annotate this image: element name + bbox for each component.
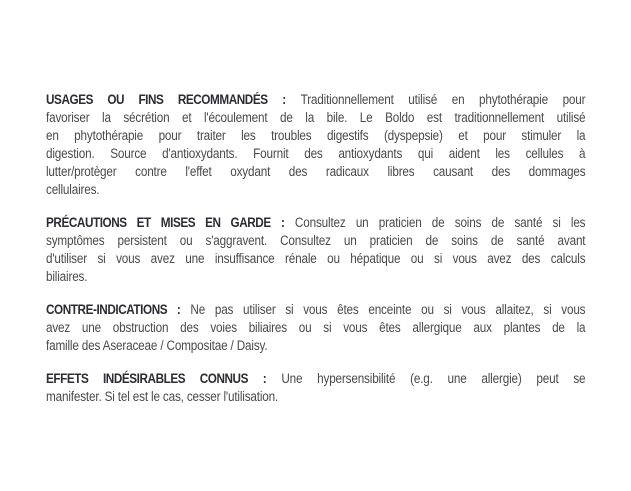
text-line [46, 301, 585, 319]
text-line [46, 91, 585, 109]
text-line: d'utiliser si vous avez une insuffisance rénale ou hépatique ou si vous avez des calculs [46, 251, 586, 266]
text-line: avez une obstruction des voies biliaires ou si vous êtes allergique aux plantes de la [46, 320, 586, 335]
text-line: symptômes persistent ou s'aggravent. Consultez un praticien de soins de santé avant [46, 233, 586, 248]
text-line: digestion. Source d'antioxydants. Fournit des antioxydants qui aident les cellules à [46, 146, 586, 161]
line-text: Consultez un praticien de soins de santé si les [294, 215, 586, 230]
line-text: Une hypersensibilité (e.g. une allergie) peut se [281, 371, 586, 386]
text-line: en phytothérapie pour traiter les troubles digestifs (dyspepsie) et pour stimuler la [46, 128, 586, 143]
section-heading: PRÉCAUTIONS ET MISES EN GARDE [46, 215, 271, 230]
text-line [46, 370, 585, 388]
text-line: cellulaires. [46, 182, 100, 197]
text-line [46, 214, 585, 232]
heading-separator: : [270, 215, 295, 230]
text-line: manifester. Si tel est le cas, cesser l'utilisation. [46, 389, 279, 404]
line-text: Traditionnellement utilisé en phytothérapie pour [300, 92, 586, 107]
text-line: lutter/protèger contre l'effet oxydant des radicaux libres causant des dommages [46, 164, 586, 179]
line-text: Ne pas utiliser si vous êtes enceinte ou si vous allaitez, si vous [190, 302, 586, 317]
text-line: biliaires. [46, 269, 88, 284]
section-paragraph [46, 301, 585, 355]
heading-separator: : [167, 302, 191, 317]
text-line: favoriser la sécrétion et l'écoulement de la bile. Le Boldo est traditionnellement utilisé [46, 110, 586, 125]
heading-separator: : [247, 371, 282, 386]
label-text-block [46, 91, 585, 421]
section-heading: EFFETS INDÉSIRABLES CONNUS [46, 371, 248, 386]
section-paragraph [46, 91, 585, 199]
section-paragraph [46, 370, 585, 406]
text-line: famille des Aseraceae / Compositae / Daisy. [46, 338, 268, 353]
section-paragraph [46, 214, 585, 286]
section-heading: USAGES OU FINS RECOMMANDÉS [46, 92, 268, 107]
section-heading: CONTRE-INDICATIONS [46, 302, 168, 317]
heading-separator: : [267, 92, 301, 107]
